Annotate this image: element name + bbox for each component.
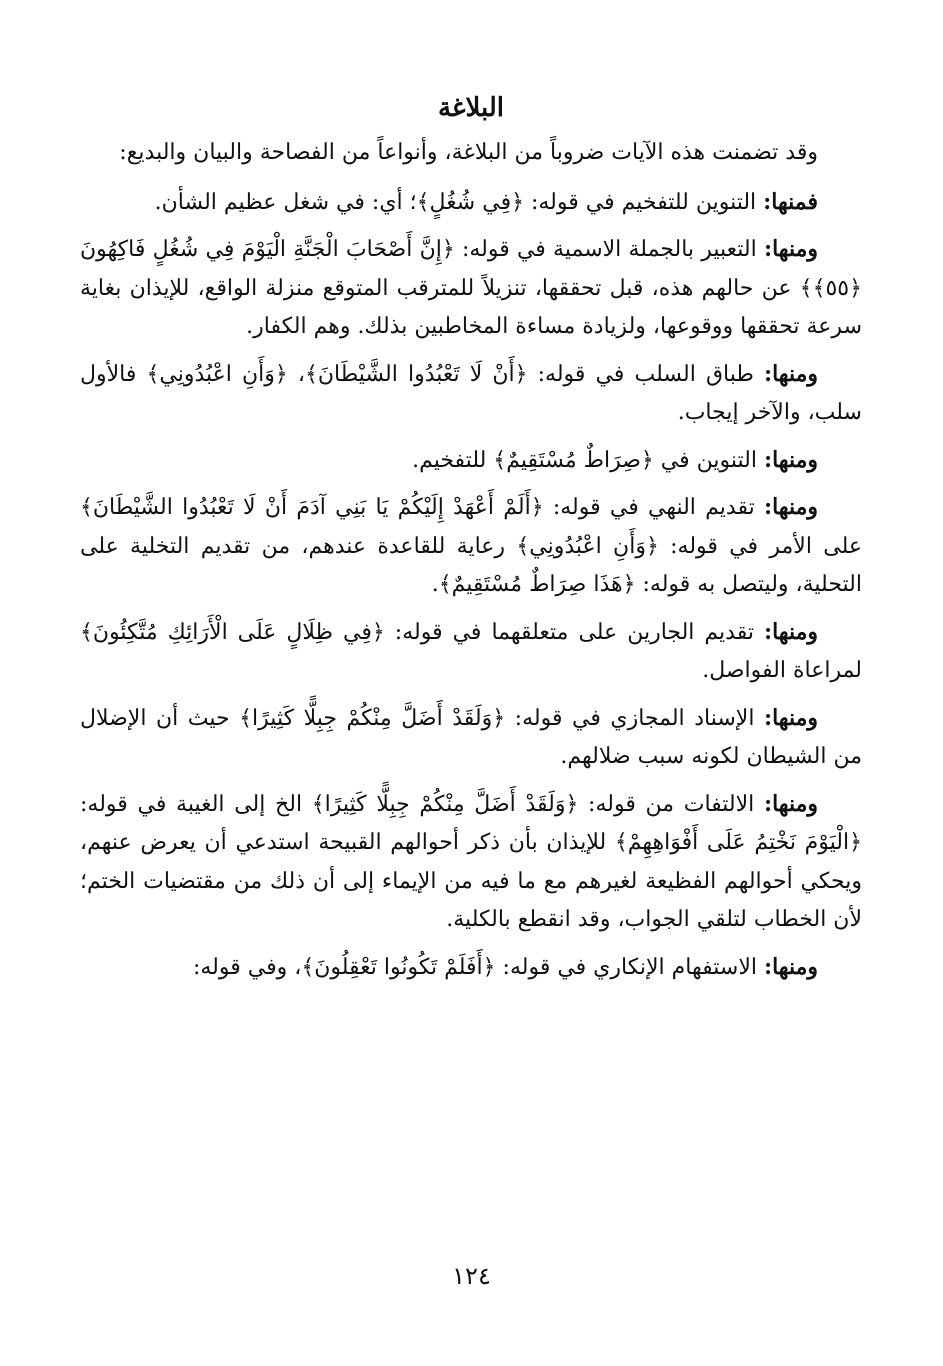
section-paragraph	[80, 488, 862, 605]
section-paragraph	[80, 613, 862, 691]
section-text: الالتفات من قوله: ﴿وَلَقَدْ أَضَلَّ مِنْكُمْ جِبِلًّا كَثِيرًا﴾ الخ إلى الغيبة في قوله: ﴿الْيَوْمَ نَخْتِمُ عَلَى أَفْوَاهِهِمْ﴾ للإيذان بأن ذكر أحوالهم القبيحة استدعي أن يعرض عنهم، ويحكي أحوالهم الفظيعة لغيرهم مع ما فيه من الإيماء إلى أن ذلك من مقتضيات الختم؛ لأن الخطاب لتلقي الجواب، وقد انقطع بالكلية.	[80, 791, 862, 932]
section-paragraph	[80, 785, 862, 940]
section-lead: ومنها:	[763, 446, 818, 473]
page-body	[80, 88, 862, 995]
section-text: الاستفهام الإنكاري في قوله: ﴿أَفَلَمْ تَكُونُوا تَعْقِلُونَ﴾، وفي قوله:	[192, 954, 764, 980]
section-text: التنوين للتفخيم في قوله: ﴿فِي شُغُلٍ﴾؛ أي: في شغل عظيم الشأن.	[154, 189, 764, 215]
page-number: ١٢٤	[452, 1262, 491, 1290]
section-paragraph	[80, 699, 862, 777]
section-text: التعبير بالجملة الاسمية في قوله: ﴿إِنَّ أَصْحَابَ الْجَنَّةِ الْيَوْمَ فِي شُغُلٍ فَاكِهُونَ ﴿٥٥﴾﴾ عن حالهم هذه، قبل تحققها، تنزيلاً للمترقب المتوقع منزلة الواقع، للإيذان بغاية سرعة تحققها ووقوعها، ولزيادة مساءة المخاطبين بذلك. وهم الكفار.	[80, 237, 862, 339]
section-paragraph	[80, 355, 862, 433]
intro-paragraph: وقد تضمنت هذه الآيات ضروباً من البلاغة، وأنواعاً من الفصاحة والبيان والبديع:	[119, 140, 818, 165]
section-text: تقديم الجارين على متعلقهما في قوله: ﴿فِي ظِلَالٍ عَلَى الْأَرَائِكِ مُتَّكِئُونَ﴾ لمراعاة الفواصل.	[80, 619, 862, 683]
section-lead: ومنها:	[763, 360, 818, 387]
page-title: البلاغة	[437, 93, 505, 123]
section-lead: فمنها:	[763, 188, 818, 215]
section-text: طباق السلب في قوله: ﴿أَنْ لَا تَعْبُدُوا الشَّيْطَانَ﴾، ﴿وَأَنِ اعْبُدُونِي﴾ فالأول سلب، والآخر إيجاب.	[80, 361, 862, 425]
section-lead: ومنها:	[763, 704, 818, 731]
section-lead: ومنها:	[763, 618, 818, 645]
section-lead: ومنها:	[763, 236, 818, 262]
section-lead: ومنها:	[763, 494, 818, 520]
section-paragraph	[80, 441, 862, 481]
section-paragraph	[80, 948, 862, 988]
section-text: التنوين في ﴿صِرَاطٌ مُسْتَقِيمٌ﴾ للتفخيم.	[412, 447, 764, 473]
section-lead: ومنها:	[763, 953, 818, 980]
section-lead: ومنها:	[763, 790, 818, 817]
section-paragraph	[80, 230, 862, 347]
section-text: الإسناد المجازي في قوله: ﴿وَلَقَدْ أَضَلَّ مِنْكُمْ جِبِلًّا كَثِيرًا﴾ حيث أن الإضلال من الشيطان لكونه سبب ضلالهم.	[80, 705, 862, 769]
section-text: تقديم النهي في قوله: ﴿أَلَمْ أَعْهَدْ إِلَيْكُمْ يَا بَنِي آدَمَ أَنْ لَا تَعْبُدُوا الشَّيْطَانَ﴾ على الأمر في قوله: ﴿وَأَنِ اعْبُدُونِي﴾ رعاية للقاعدة عندهم، من تقديم التخلية على التحلية، وليتصل به قوله: ﴿هَذَا صِرَاطٌ مُسْتَقِيمٌ﴾.	[80, 495, 862, 597]
section-paragraph	[80, 183, 862, 223]
